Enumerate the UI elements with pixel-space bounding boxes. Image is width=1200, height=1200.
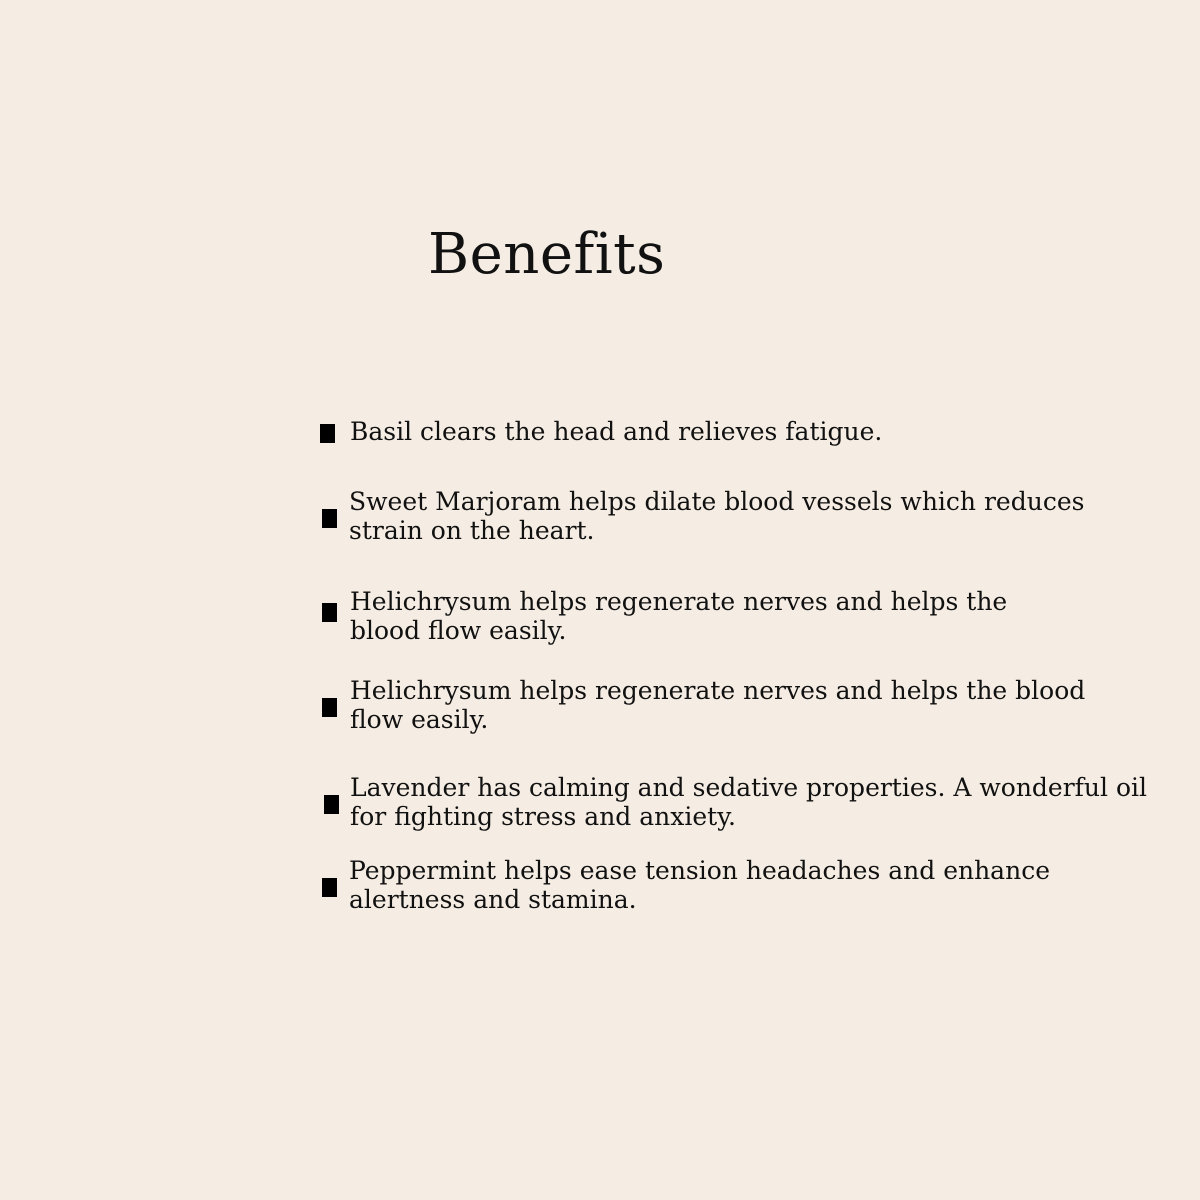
benefit-text-line: Sweet Marjoram helps dilate blood vessels which reduces (349, 487, 1085, 516)
benefit-text-line: Helichrysum helps regenerate nerves and helps the blood (350, 676, 1086, 705)
benefit-text-line: flow easily. (350, 705, 489, 734)
benefit-text (350, 417, 882, 446)
square-bullet-icon (322, 698, 337, 717)
benefit-text-line: alertness and stamina. (349, 885, 637, 914)
benefit-text (350, 773, 1147, 831)
square-bullet-icon (322, 878, 337, 897)
benefit-text-line: for fighting stress and anxiety. (350, 802, 736, 831)
benefit-text (350, 587, 1007, 645)
benefit-text-line: Peppermint helps ease tension headaches and enhance (349, 856, 1050, 885)
square-bullet-icon (322, 603, 337, 622)
benefit-text (350, 676, 1085, 734)
benefit-text-line: Helichrysum helps regenerate nerves and helps the (350, 587, 1008, 616)
square-bullet-icon (322, 509, 337, 528)
benefit-text-line: Basil clears the head and relieves fatigue. (350, 417, 883, 446)
square-bullet-icon (320, 424, 335, 443)
benefit-text-line: strain on the heart. (349, 516, 595, 545)
benefit-text-line: Lavender has calming and sedative properties. A wonderful oil (350, 773, 1148, 802)
benefit-text-line: blood flow easily. (350, 616, 567, 645)
benefit-text (349, 487, 1084, 545)
benefit-text (349, 856, 1050, 914)
square-bullet-icon (324, 795, 339, 814)
page-title: Benefits (428, 222, 666, 287)
